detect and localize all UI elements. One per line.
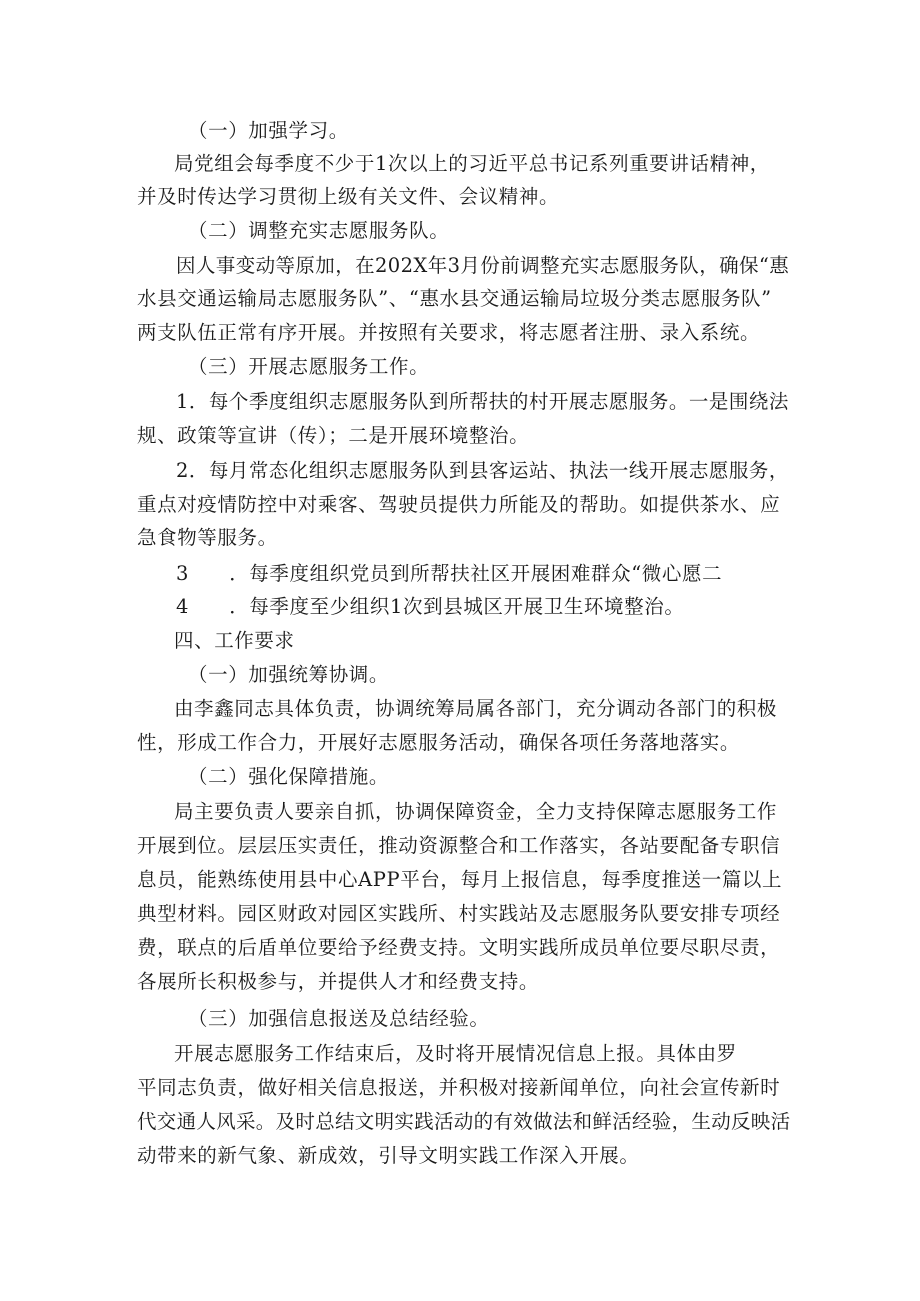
paragraph-line: 急食物等服务。 (137, 526, 278, 549)
subheading-coordination: （一）加强统筹协调。 (188, 663, 390, 686)
section-heading-work-requirements: 四、工作要求 (174, 629, 295, 652)
subheading-strengthen-study: （一）加强学习。 (188, 119, 349, 142)
paragraph-line: 两支队伍正常有序开展。并按照有关要求，将志愿者注册、录入系统。 (137, 321, 761, 344)
paragraph-line: 由李鑫同志具体负责，协调统筹局属各部门，充分调动各部门的积极 (174, 697, 778, 720)
paragraph-line: 并及时传达学习贯彻上级有关文件、会议精神。 (137, 185, 560, 208)
paragraph-line: 费，联点的后盾单位要给予经费支持。文明实践所成员单位要尽职尽责， (137, 936, 781, 959)
paragraph-line: 动带来的新气象、新成效，引导文明实践工作深入开展。 (137, 1144, 640, 1167)
paragraph-line: 代交通人风采。及时总结文明实践活动的有效做法和鲜活经验，生动反映活 (137, 1110, 791, 1133)
paragraph-line: 息员，能熟练使用县中心APP平台，每月上报信息，每季度推送一篇以上 (137, 868, 783, 891)
paragraph-line: 典型材料。园区财政对园区实践所、村实践站及志愿服务队要安排专项经 (137, 902, 781, 925)
subheading-info-reporting: （三）加强信息报送及总结经验。 (188, 1007, 490, 1030)
list-item-3: 3 ．每季度组织党员到所帮扶社区开展困难群众“微心愿二 (176, 562, 723, 585)
subheading-carry-out-volunteer-work: （三）开展志愿服务工作。 (188, 355, 430, 378)
list-item-1: 1．每个季度组织志愿服务队到所帮扶的村开展志愿服务。一是围绕法 (176, 390, 789, 413)
paragraph-line: 平同志负责，做好相关信息报送，并积极对接新闻单位，向社会宣传新时 (137, 1076, 781, 1099)
paragraph-line: 开展志愿服务工作结束后，及时将开展情况信息上报。具体由罗 (174, 1042, 737, 1065)
paragraph-line: 性，形成工作合力，开展好志愿服务活动，确保各项任务落地落实。 (137, 731, 741, 754)
list-item-4: 4 ．每季度至少组织1次到县城区开展卫生环境整治。 (176, 595, 685, 618)
paragraph-line: 局主要负责人要亲自抓，协调保障资金，全力支持保障志愿服务工作 (174, 800, 778, 823)
paragraph-line: 开展到位。层层压实责任，推动资源整合和工作落实，各站要配备专职信 (137, 834, 781, 857)
list-item-2: 2．每月常态化组织志愿服务队到县客运站、执法一线开展志愿服务， (176, 459, 789, 482)
subheading-adjust-volunteer-team: （二）调整充实志愿服务队。 (188, 219, 450, 242)
paragraph-line: 局党组会每季度不少于1次以上的习近平总书记系列重要讲话精神， (174, 152, 770, 175)
subheading-safeguard-measures: （二）强化保障措施。 (188, 765, 390, 788)
paragraph-line: 重点对疫情防控中对乘客、驾驶员提供力所能及的帮助。如提供茶水、应 (137, 493, 781, 516)
paragraph-line: 水县交通运输局志愿服务队”、“惠水县交通运输局垃圾分类志愿服务队” (137, 287, 772, 310)
paragraph-line: 因人事变动等原加，在202X年3月份前调整充实志愿服务队，确保“惠 (176, 254, 790, 277)
paragraph-line: 各展所长积极参与，并提供人才和经费支持。 (137, 970, 540, 993)
paragraph-line: 规、政策等宣讲（传）；二是开展环境整治。 (137, 424, 530, 447)
